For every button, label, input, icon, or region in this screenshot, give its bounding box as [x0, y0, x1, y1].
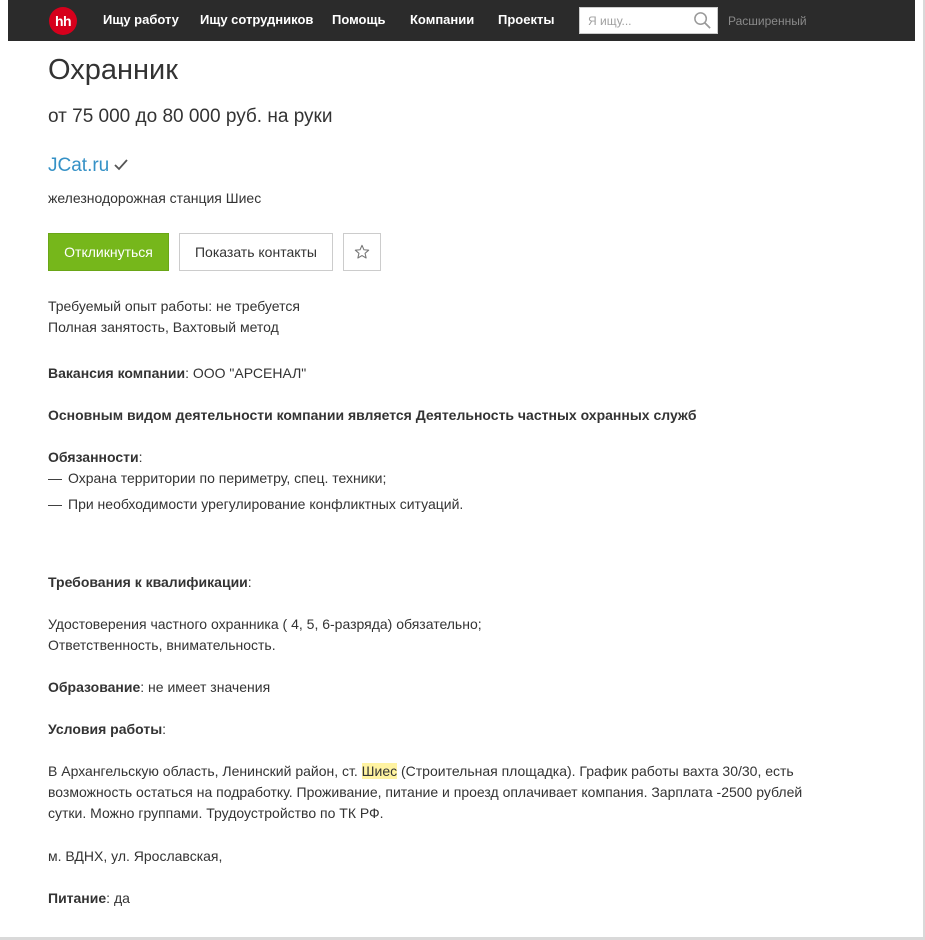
respond-button[interactable]: Откликнуться — [48, 233, 169, 271]
duty-item — [48, 496, 463, 512]
education-value: : не имеет значения — [140, 679, 271, 695]
nav-find-job[interactable]: Ищу работу — [103, 12, 179, 27]
experience-text: Требуемый опыт работы: не требуется — [48, 298, 300, 314]
conditions-text-start: В Архангельскую область, Ленинский район, ст. — [48, 763, 362, 779]
dash-bullet: — — [48, 470, 62, 486]
conditions-colon: : — [162, 721, 167, 737]
conditions-paragraph — [48, 761, 828, 824]
conditions-text-end: (Строительная площадка). График работы вахта 30/30, есть возможность остаться на подработку. Проживание, питание и проезд оплачивает компания. Зарплата -2500 рублей сутки. Можно группами. Трудоустройство по ТК РФ. — [48, 763, 803, 821]
search-input[interactable] — [580, 8, 690, 33]
top-navbar — [8, 0, 915, 41]
nav-projects[interactable]: Проекты — [498, 12, 555, 27]
requirement-item: Ответственность, внимательность. — [48, 637, 276, 653]
search-icon[interactable] — [693, 11, 712, 30]
company-link[interactable]: JCat.ru — [48, 155, 110, 176]
highlighted-term: Шиес — [361, 763, 398, 779]
requirements-colon: : — [247, 574, 252, 590]
duty-text: Охрана территории по периметру, спец. техники; — [68, 470, 387, 486]
vacancy-location: железнодорожная станция Шиес — [48, 190, 262, 206]
duty-item — [48, 470, 386, 486]
nav-companies[interactable]: Компании — [410, 12, 475, 27]
metro-line: м. ВДНХ, ул. Ярославская, — [48, 848, 223, 864]
education-line — [48, 679, 270, 695]
duties-heading — [48, 449, 143, 465]
company-label: Вакансия компании — [48, 365, 186, 381]
employment-text: Полная занятость, Вахтовый метод — [48, 319, 279, 335]
nav-find-employees[interactable]: Ищу сотрудников — [200, 12, 314, 27]
duty-text: При необходимости урегулирование конфликтных ситуаций. — [68, 496, 464, 512]
advanced-search-link[interactable]: Расширенный — [728, 14, 807, 28]
star-icon — [354, 244, 370, 260]
company-value: : ООО "АРСЕНАЛ" — [185, 365, 307, 381]
duties-label: Обязанности — [48, 449, 139, 465]
dash-bullet: — — [48, 496, 62, 512]
vacancy-salary: от 75 000 до 80 000 руб. на руки — [48, 106, 333, 127]
verified-check-icon — [113, 157, 129, 173]
vacancy-title: Охранник — [48, 54, 178, 86]
company-line — [48, 365, 306, 381]
food-line — [48, 890, 130, 906]
search-box — [579, 7, 718, 34]
company-row — [48, 155, 129, 181]
requirements-heading — [48, 574, 252, 590]
requirements-label: Требования к квалификации — [48, 574, 248, 590]
food-value: : да — [106, 890, 130, 906]
conditions-label: Условия работы — [48, 721, 163, 737]
show-contacts-button[interactable]: Показать контакты — [179, 233, 333, 271]
requirement-item: Удостоверения частного охранника ( 4, 5, 6-разряда) обязательно; — [48, 616, 482, 632]
hh-logo[interactable]: hh — [49, 7, 77, 35]
education-label: Образование — [48, 679, 141, 695]
left-margin — [0, 0, 7, 940]
nav-help[interactable]: Помощь — [332, 12, 386, 27]
food-label: Питание — [48, 890, 107, 906]
conditions-heading — [48, 721, 166, 737]
duties-colon: : — [138, 449, 143, 465]
favorite-button[interactable] — [343, 233, 381, 271]
activity-line: Основным видом деятельности компании является Деятельность частных охранных служб — [48, 407, 697, 423]
